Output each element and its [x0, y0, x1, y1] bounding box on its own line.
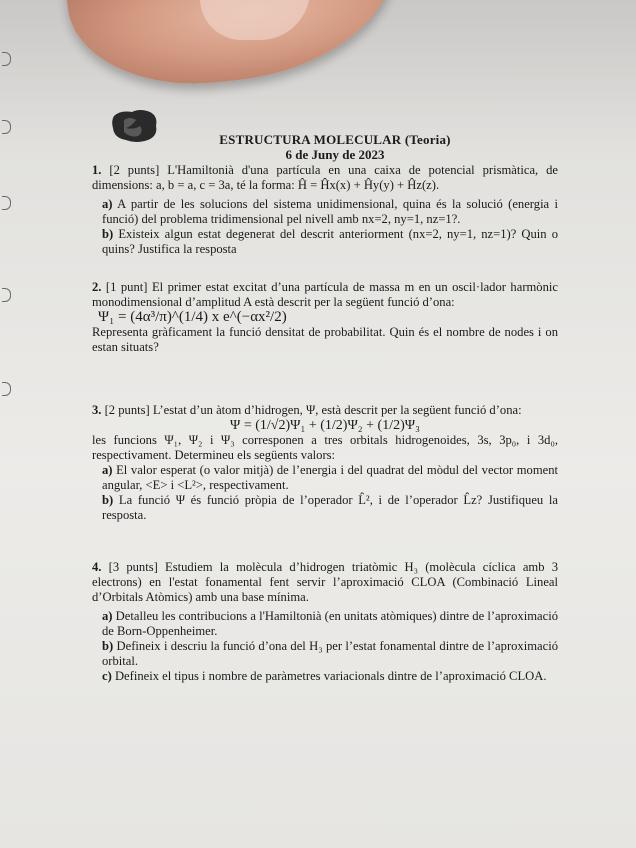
question-2: [92, 280, 558, 355]
q3-a-text: El valor esperat (o valor mitjà) de l’energia i del quadrat del mòdul del vector moment angular, <E> i <L²>, respectivament.: [102, 463, 558, 492]
q3-after-text: les funcions Ψ₁, Ψ₂ i Ψ₃ corresponen a tres orbitals hidrogenoides, 3s, 3p₀, i 3d₀, respectivament. Determineu els següents valors:: [92, 433, 558, 462]
q4-number: 4.: [92, 560, 102, 574]
q4-c-text: Defineix el tipus i nombre de paràmetres variacionals dintre de l’aproximació CLOA.: [114, 669, 547, 683]
question-4: [92, 560, 558, 684]
q2-equation: Ψ₁ = (4α³/π)^(1/4) x e^(−αx²/2): [98, 309, 287, 325]
q4-a-label: a): [102, 609, 113, 623]
exam-title-main: ESTRUCTURA MOLECULAR: [219, 132, 402, 147]
q4-b-label: b): [102, 639, 114, 653]
q4-points: [3 punts]: [108, 560, 158, 574]
q1-number: 1.: [92, 163, 102, 177]
q1-points: [2 punts]: [109, 163, 160, 177]
q3-number: 3.: [92, 403, 102, 417]
binder-hole-mark: [2, 288, 11, 302]
question-3: [92, 403, 558, 523]
q4-c-label: c): [102, 669, 112, 683]
question-1: [92, 163, 558, 257]
exam-title: [160, 132, 510, 148]
q1-a-label: a): [102, 197, 113, 211]
q1-a-text: A partir de les solucions del sistema unidimensional, quina és la solució (energia i funció) del problema tridimensional pel nivell amb nx=2, ny=1, nz=1?.: [102, 197, 558, 226]
q2-number: 2.: [92, 280, 102, 294]
q3-points: [2 punts]: [104, 403, 150, 417]
binder-hole-mark: [2, 382, 11, 396]
binder-hole-mark: [2, 196, 11, 210]
binder-hole-mark: [2, 52, 11, 66]
binder-hole-mark: [2, 120, 11, 134]
q2-after-text: Representa gràficament la funció densitat de probabilitat. Quin és el nombre de nodes i on estan situats?: [92, 325, 558, 354]
q2-points: [1 punt]: [105, 280, 148, 294]
q2-text: El primer estat excitat d’una partícula de massa m en un oscil·lador harmònic monodimensional d’amplitud A està descrit per la següent funció d’ona:: [92, 280, 558, 309]
q3-a-label: a): [102, 463, 113, 477]
q3-b-text: La funció Ψ és funció pròpia de l’operador L̂², i de l’operador L̂z? Justifiqueu la resposta.: [102, 493, 558, 522]
q4-a-text: Detalleu les contribucions a l'Hamiltonià (en unitats atòmiques) dintre de l’aproximació de Born-Oppenheimer.: [102, 609, 558, 638]
q3-text: L’estat d’un àtom d’hidrogen, Ψ, està descrit per la següent funció d’ona:: [152, 403, 522, 417]
q3-b-label: b): [102, 493, 114, 507]
q1-b-label: b): [102, 227, 114, 241]
q4-text: Estudiem la molècula d’hidrogen triatòmic H₃ (molècula cíclica amb 3 electrons) en l'estat fonamental fent servir l’aproximació CLOA (Combinació Lineal d’Orbitals Atòmics) amb una base mínima.: [92, 560, 558, 604]
exam-title-sub: (Teoria): [404, 132, 451, 147]
university-logo: [110, 108, 160, 144]
q1-text: L'Hamiltonià d'una partícula en una caixa de potencial prismàtica, de dimensions: a, b = a, c = 3a, té la forma: Ĥ = Ĥx(x) + Ĥy(y) + Ĥz(z).: [92, 163, 558, 192]
q3-equation: Ψ = (1/√2)Ψ₁ + (1/2)Ψ₂ + (1/2)Ψ₃: [230, 418, 420, 433]
q1-b-text: Existeix algun estat degenerat del descrit anteriorment (nx=2, ny=1, nz=1)? Quin o quins? Justifica la resposta: [102, 227, 559, 256]
q4-b-text: Defineix i descriu la funció d’ona del H₃ per l’estat fonamental dintre de l’aproximació orbital.: [102, 639, 559, 668]
exam-date: 6 de Juny de 2023: [285, 147, 385, 162]
